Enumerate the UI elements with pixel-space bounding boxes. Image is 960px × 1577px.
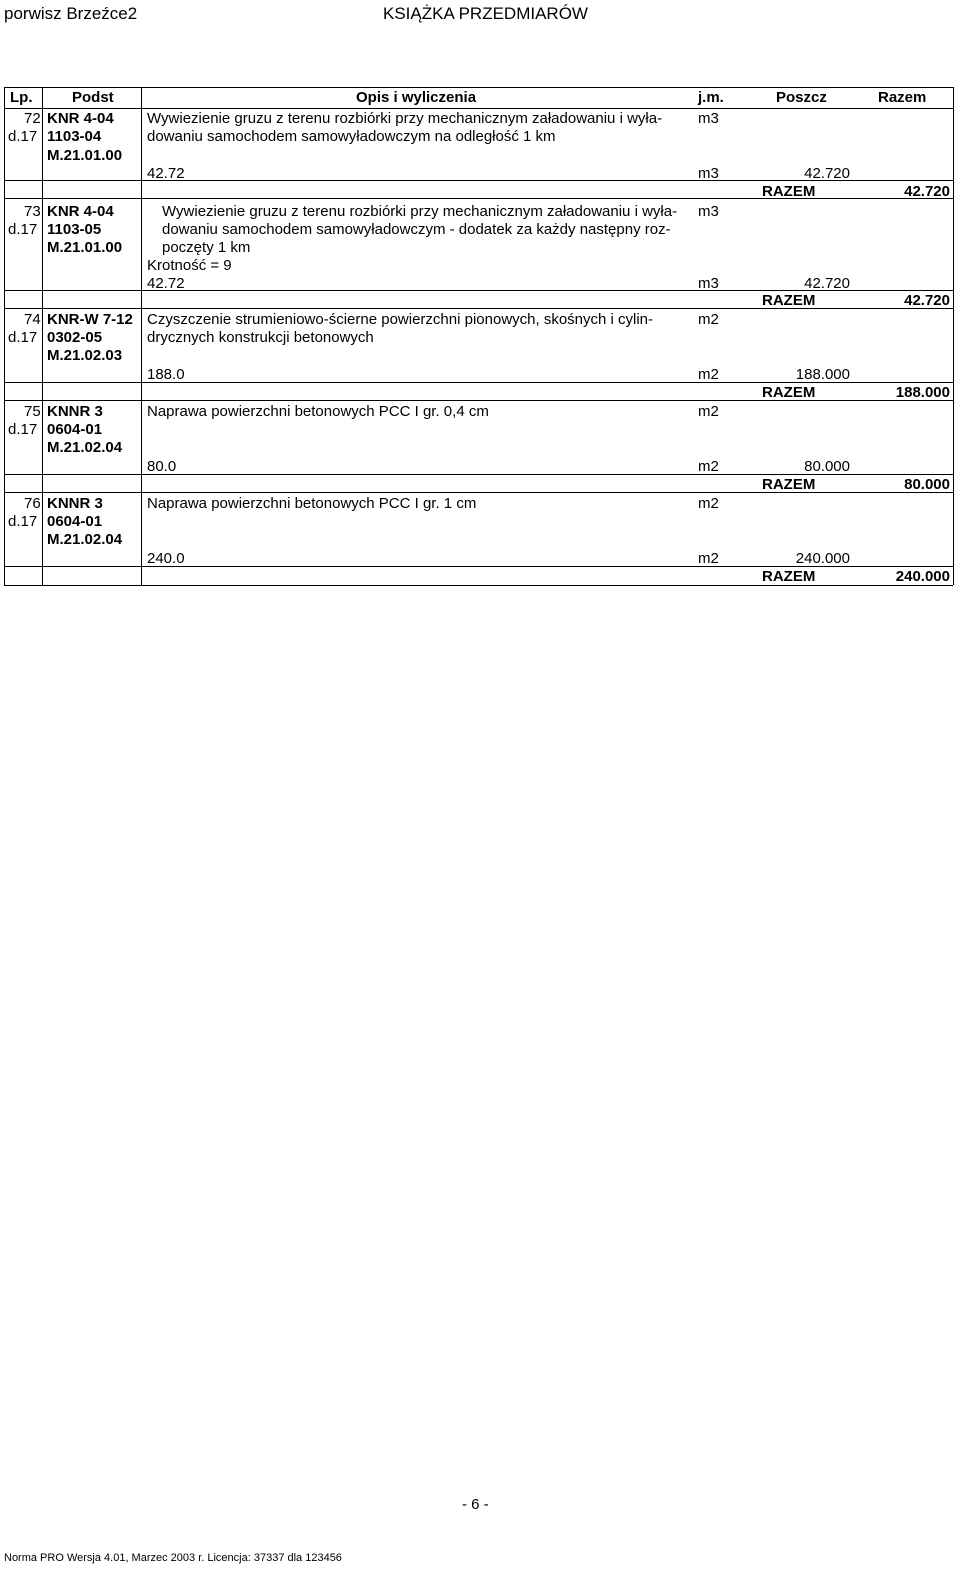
basis-code: M.21.01.00: [47, 239, 123, 256]
item-description: Naprawa powierzchni betonowych PCC I gr. 1 cm: [147, 495, 477, 512]
header-bottom-border: [4, 108, 953, 109]
partial-value: 80.000: [804, 458, 850, 475]
total-label: RAZEM: [762, 476, 816, 493]
calculation: 42.72: [147, 275, 185, 292]
section-title: KSIĄŻKA PRZEDMIARÓW: [383, 4, 588, 23]
basis-code: KNR-W 7-12: [47, 311, 133, 328]
column-border: [4, 87, 5, 585]
total-label: RAZEM: [762, 384, 816, 401]
calculation-unit: m3: [698, 275, 719, 292]
item-description: Wywiezienie gruzu z terenu rozbiórki przy mechanicznym załadowaniu i wyła- dowaniu samochodem samowyładowczym na odległość 1 km: [147, 110, 663, 145]
item-number: 72: [24, 110, 41, 127]
basis-code: KNR 4-04: [47, 203, 114, 220]
item-spec-ref: d.17: [8, 513, 38, 530]
table-top-border: [4, 87, 953, 88]
calculation-unit: m2: [698, 366, 719, 383]
basis-code: M.21.01.00: [47, 147, 123, 164]
unit: m2: [698, 495, 719, 512]
calculation-unit: m2: [698, 458, 719, 475]
column-header-podst: Podst: [72, 89, 114, 106]
column-border: [141, 87, 142, 585]
calculation-unit: m2: [698, 550, 719, 567]
basis-code: 0604-01: [47, 421, 103, 438]
item-spec-ref: d.17: [8, 128, 38, 145]
basis-code: 0302-05: [47, 329, 103, 346]
item-description: Czyszczenie strumieniowo-ścierne powierzchni pionowych, skośnych i cylin- drycznych konstrukcji betonowych: [147, 311, 654, 346]
item-number: 75: [24, 403, 41, 420]
basis-code: M.21.02.03: [47, 347, 123, 364]
table-bottom-border: [4, 585, 953, 586]
basis-code: KNNR 3: [47, 495, 103, 512]
item-spec-ref: d.17: [8, 421, 38, 438]
unit: m2: [698, 311, 719, 328]
calculation: 42.72: [147, 165, 185, 182]
column-header-lp: Lp.: [10, 89, 33, 106]
column-header-opis: Opis i wyliczenia: [356, 89, 477, 106]
unit: m3: [698, 110, 719, 127]
license-note: Norma PRO Wersja 4.01, Marzec 2003 r. Licencja: 37337 dla 123456: [4, 1552, 342, 1564]
unit: m2: [698, 403, 719, 420]
calculation-unit: m3: [698, 165, 719, 182]
page-number: - 6 -: [462, 1496, 489, 1513]
document-title: porwisz Brzeźce2: [4, 4, 138, 23]
column-header-poszcz: Poszcz: [776, 89, 827, 106]
total-label: RAZEM: [762, 292, 816, 309]
total-value: 188.000: [895, 384, 950, 401]
basis-code: 0604-01: [47, 513, 103, 530]
calculation: 80.0: [147, 458, 177, 475]
item-spec-ref: d.17: [8, 329, 38, 346]
partial-value: 42.720: [804, 165, 850, 182]
column-border: [953, 87, 954, 585]
calculation: 188.0: [147, 366, 185, 383]
total-value: 42.720: [904, 292, 950, 309]
item-number: 74: [24, 311, 41, 328]
basis-code: 1103-05: [47, 221, 102, 238]
total-value: 42.720: [904, 183, 950, 200]
total-value: 240.000: [895, 568, 950, 585]
basis-code: KNNR 3: [47, 403, 103, 420]
item-description: Wywiezienie gruzu z terenu rozbiórki przy mechanicznym załadowaniu i wyła- dowaniu samochodem samowyładowczym - dodatek za każdy następny roz- poczęty 1 km: [162, 203, 678, 256]
column-header-razem: Razem: [878, 89, 927, 106]
partial-value: 188.000: [795, 366, 850, 383]
basis-code: 1103-04: [47, 128, 102, 145]
column-header-jm: j.m.: [698, 89, 724, 106]
basis-code: M.21.02.04: [47, 439, 123, 456]
basis-code: M.21.02.04: [47, 531, 123, 548]
partial-value: 42.720: [804, 275, 850, 292]
total-label: RAZEM: [762, 568, 816, 585]
unit: m3: [698, 203, 719, 220]
partial-value: 240.000: [795, 550, 850, 567]
total-label: RAZEM: [762, 183, 816, 200]
column-border: [42, 87, 43, 585]
basis-code: KNR 4-04: [47, 110, 114, 127]
item-number: 73: [24, 203, 41, 220]
item-description: Naprawa powierzchni betonowych PCC I gr. 0,4 cm: [147, 403, 489, 420]
item-number: 76: [24, 495, 41, 512]
total-value: 80.000: [904, 476, 950, 493]
multiplier: Krotność = 9: [147, 257, 232, 274]
calculation: 240.0: [147, 550, 185, 567]
item-spec-ref: d.17: [8, 221, 38, 238]
